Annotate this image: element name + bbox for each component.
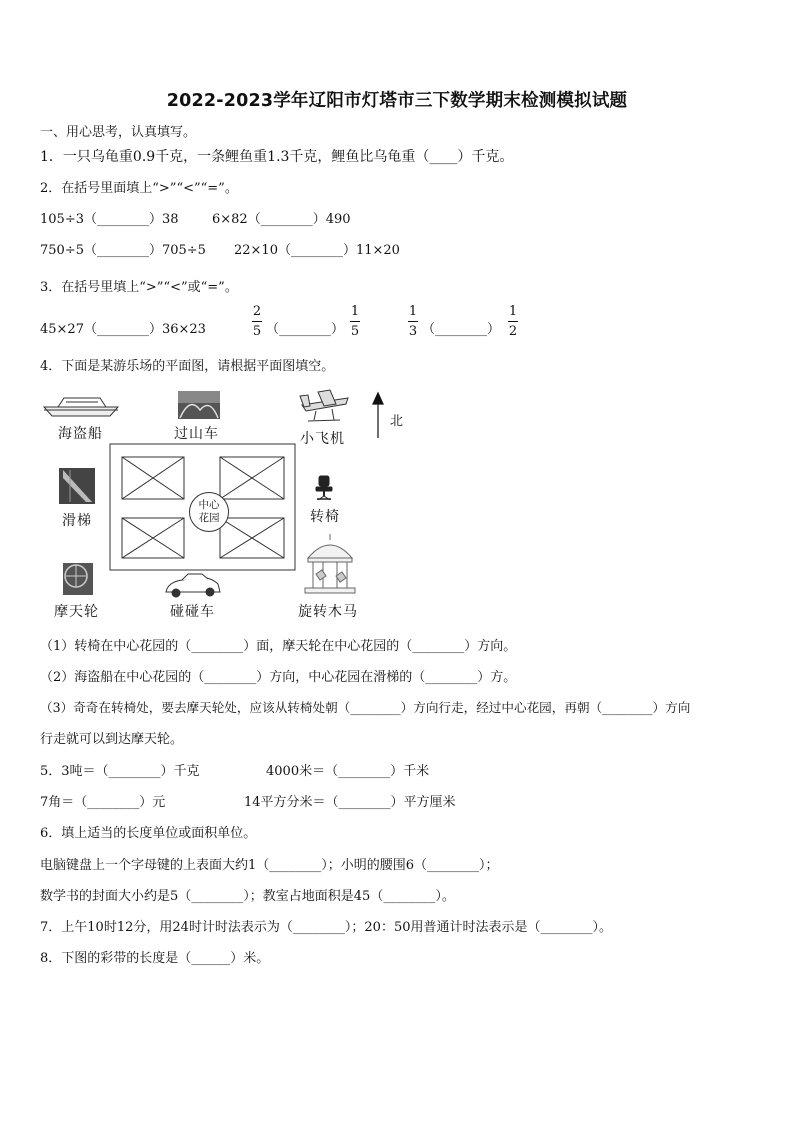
label-north: 北 [390,414,405,429]
question-2-item: 6×82（________）490 [212,212,351,227]
denominator: 2 [508,324,518,339]
slide-icon [59,468,95,504]
question-4-sub: 行走就可以到达摩天轮。 [40,732,184,747]
numerator: 1 [408,304,418,319]
question-3-stem: 3．在括号里填上“>”“<”或“=”。 [40,280,238,295]
label-bumper-car: 碰碰车 [170,604,215,620]
question-5-item: 4000米＝（________）千米 [266,764,430,779]
carousel-icon [305,534,355,593]
label-pirate-ship: 海盗船 [58,426,103,442]
answer-blank: （________） [266,322,345,337]
numerator: 1 [508,304,518,319]
question-4-sub: （3）奇奇在转椅处，要去摩天轮处，应该从转椅处朝（________）方向行走，经过中心花园，再朝（________）方向 [40,700,691,715]
ferris-wheel-icon [63,563,93,595]
question-3-item: 45×27（________）36×23 [40,322,206,337]
question-4-stem: 4．下面是某游乐场的平面图，请根据平面图填空。 [40,359,335,374]
label-roller-coaster: 过山车 [174,426,219,442]
question-5-item: 5．3吨＝（________）千克 [40,764,200,779]
question-6-stem: 6．填上适当的长度单位或面积单位。 [40,826,257,841]
label-carousel: 旋转木马 [298,604,358,620]
denominator: 5 [350,324,360,339]
question-6-line: 电脑键盘上一个字母键的上表面大约1（________）；小明的腰围6（________）； [40,858,499,873]
numerator: 2 [252,304,262,319]
question-4-sub: （1）转椅在中心花园的（________）面，摩天轮在中心花园的（________）方向。 [40,639,517,654]
garden-label-line: 花园 [198,512,220,524]
denominator: 3 [408,324,418,339]
question-5-item: 14平方分米＝（________）平方厘米 [244,795,456,810]
numerator: 1 [350,304,360,319]
question-2-item: 22×10（________）11×20 [234,243,400,258]
question-2-item: 750÷5（________）705÷5 [40,243,206,258]
denominator: 5 [252,324,262,339]
bumper-car-icon [166,574,220,597]
question-6-line: 数学书的封面大小约是5（________）；教室占地面积是45（________）。 [40,889,455,904]
central-garden [189,492,229,532]
question-8: 8．下图的彩带的长度是（______）米。 [40,951,270,966]
question-1: 1．一只乌龟重0.9千克，一条鲤鱼重1.3千克，鲤鱼比乌龟重（____）千克。 [40,149,514,165]
label-ferris-wheel: 摩天轮 [54,604,99,620]
north-arrow-icon [373,393,383,438]
label-swivel-chair: 转椅 [310,509,340,525]
garden-label-line: 中心 [198,499,220,511]
section-heading: 一、用心思考，认真填写。 [40,125,197,140]
answer-blank: （________） [422,322,501,337]
roller-coaster-icon [178,391,220,419]
label-slide: 滑梯 [62,513,92,529]
question-4-sub: （2）海盗船在中心花园的（________）方向，中心花园在滑梯的（________）方。 [40,670,517,685]
question-2-stem: 2．在括号里面填上“>”“<”“=”。 [40,181,238,196]
page-title: 2022-2023学年辽阳市灯塔市三下数学期末检测模拟试题 [166,91,628,111]
plane-icon [300,390,348,421]
label-small-plane: 小飞机 [300,431,345,447]
question-5-item: 7角＝（________）元 [40,795,166,810]
question-2-item: 105÷3（________）38 [40,212,179,227]
pirate-ship-icon [44,398,118,416]
swivel-chair-icon [316,476,332,500]
question-7: 7．上午10时12分，用24时计时法表示为（________）；20：50用普通计时法表示是（________）。 [40,920,612,935]
